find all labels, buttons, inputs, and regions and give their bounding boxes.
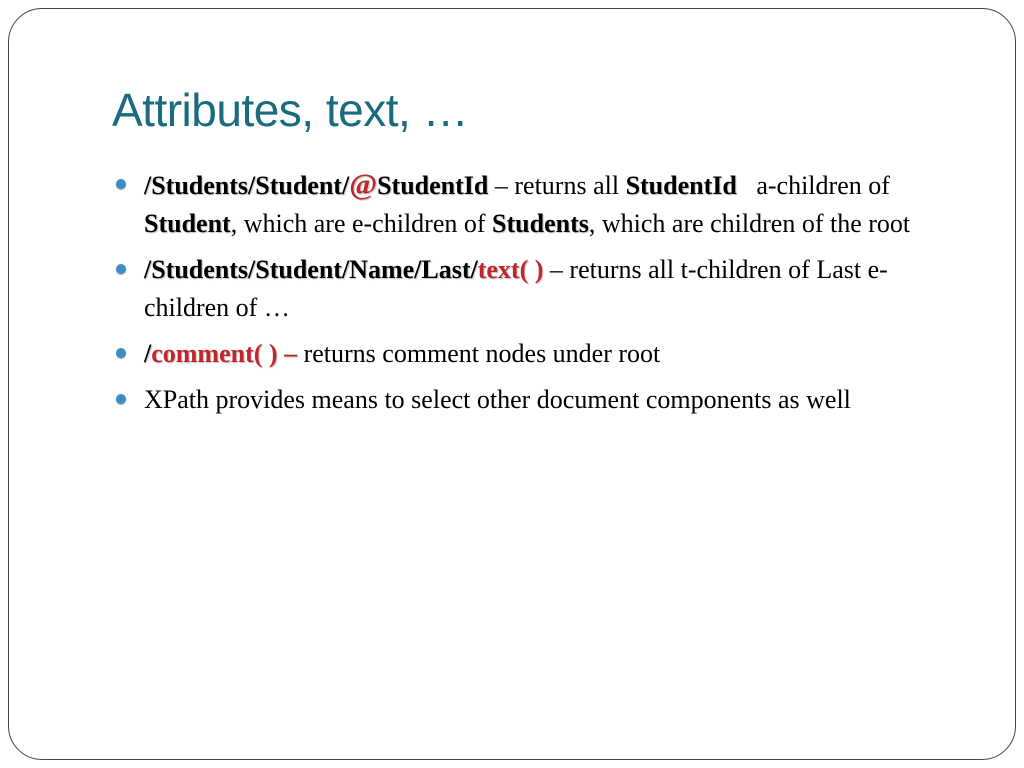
xpath-function: text( ) — [477, 255, 544, 284]
term-studentid: StudentId — [625, 171, 737, 200]
bullet-item-xpath — [116, 381, 966, 419]
bullet-dot-icon — [116, 348, 126, 358]
bullet-dot-icon — [116, 394, 126, 404]
term-students: Students — [492, 209, 589, 238]
term-student: Student — [144, 209, 231, 238]
xpath-path: /Students/Student/ — [144, 171, 350, 200]
bullet-item-text — [116, 251, 966, 327]
bullet-dot-icon — [116, 264, 126, 274]
bullet-item-comment — [116, 335, 966, 373]
slide-title: Attributes, text, … — [112, 84, 469, 136]
xpath-slash: / — [144, 339, 152, 368]
description-text: – returns all — [488, 171, 626, 200]
description-text: – returns all t-children of Last e-children of … — [144, 255, 888, 322]
description-text: , which are e-children of — [230, 209, 493, 238]
bullet-dot-icon — [116, 179, 126, 189]
description-text: XPath provides means to select other document components as well — [144, 385, 851, 414]
description-text: returns comment nodes under root — [297, 339, 661, 368]
xpath-attr: StudentId — [377, 171, 489, 200]
description-text: a-children of — [736, 171, 897, 200]
bullet-item-studentid — [116, 166, 966, 243]
xpath-path: /Students/Student/Name/Last/ — [144, 255, 478, 284]
bullet-list — [116, 166, 966, 427]
at-sign: @ — [349, 168, 378, 201]
xpath-function: comment( ) – — [151, 339, 298, 368]
description-text: , which are children of the root — [588, 209, 911, 238]
